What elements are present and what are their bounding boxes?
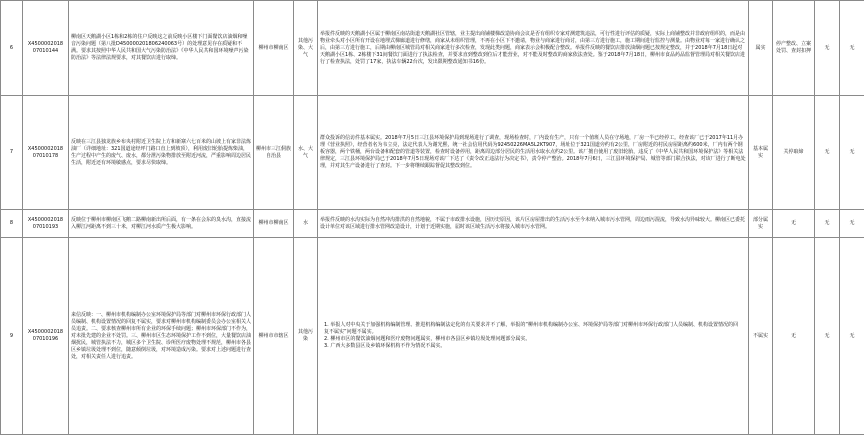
row-index: 6 — [1, 1, 23, 96]
table-row — [1, 238, 864, 435]
investigation-detail: 举报件反映的水沟实际为自然冲沟排洪的自然地貌，不属于市政排水设施，因历史原因，该片区房屋排出的生活污水至今未纳入城市污水管网，周边雨污混流，导致水沟异味较大。柳南区已委托设计单位对该区域进行排水管网改造设计，计划于近期实施，届时该区域生活污水将接入城市污水管网。 — [318, 210, 749, 238]
handling-action: 关停取缔 — [773, 96, 815, 210]
responsible-person: 无 — [840, 210, 864, 238]
verdict: 属实 — [749, 1, 773, 96]
row-index: 7 — [1, 96, 23, 210]
verdict: 基本属实 — [749, 96, 773, 210]
pollution-type: 水、大气 — [294, 96, 318, 210]
case-code: X4500002018 07010178 — [23, 96, 69, 210]
administrative-area: 柳州市三江侗族自治县 — [254, 96, 294, 210]
table-row — [1, 1, 864, 96]
row-index: 9 — [1, 238, 23, 435]
handling-action: 停产整改、立案处罚、查封扣押 — [773, 1, 815, 96]
complaint-summary: 反映在三江县独龙族乡布央村附近卫生院上方和新寨六七百米的山坡上有家非法炼油厂（详细地址：321国道途经坪门路口直上到坡顶），利用废旧轮胎提炼柴油，生产过程中产生的废气、废水，都分泄污染物排放至附近河流，严重影响周边居民生活，附近还有环境敏感点，要求尽快取缔。 — [69, 96, 254, 210]
case-code: X4500002018 07010193 — [23, 210, 69, 238]
table-row — [1, 210, 864, 238]
verdict: 不属实 — [749, 238, 773, 435]
investigation-detail — [318, 238, 749, 435]
administrative-area: 柳州市市辖区 — [254, 238, 294, 435]
case-code: X4500002018 07010144 — [23, 1, 69, 96]
pollution-type: 水 — [294, 210, 318, 238]
sanction: 无 — [815, 238, 840, 435]
sanction: 无 — [815, 96, 840, 210]
responsible-person: 无 — [840, 238, 864, 435]
detail-list — [320, 322, 746, 350]
detail-item: 2. 柳州市区的餐饮油烟问题和医疗废物问题属实，柳州市各县区乡镇垃圾处理问题部分属实。 — [324, 336, 742, 343]
responsible-person: 无 — [840, 96, 864, 210]
detail-item: 1. 举报人对中央关于加强机构编制管理、推进机构编制法定化的有关要求并不了解，举报的“柳州市机构编制办公室、环境保护局等部门对柳州市环保行政部门人员编制、机构设置情况的回复不属实”问题不属实。 — [324, 322, 742, 336]
responsible-person: 无 — [840, 1, 864, 96]
case-code: X4500002018 07010196 — [23, 238, 69, 435]
administrative-area: 柳州市柳南区 — [254, 1, 294, 96]
investigation-detail: 群众投诉的信访件基本属实。2018年7月5日三江县环境保护局到现场进行了调查，现场检查时，厂内设有生产，只有一个值班人员在守场地，厂房一半已经停工。经查该厂已于2017年11月办理《营业执照》，经营者名为韦立亮，法定代表人为谢光熙，统一社会信用代码为92450226MA5L2KT907，场址位于321国道旁约有2公里，厂房附近的村民房屋距离约600米，厂内有两个钢板容器，两个铁桶，两台设备和配套的管道等装置，检查时设备停用，距离周边部分居民的生活用水取水点约2公里。该厂擅自使用了废旧轮胎，违反了《中华人民共和国环境保护法》等相关法律规定，三江县环境保护局已于2018年7月5日现场对该厂下达了《责令改正违法行为决定书》，责令停产整治。2018年7月6日，三江县环境保护局、城管等部门联合执法，对该厂进行了断电处理，并对其生产设备进行了查封。下一步将继续跟踪督促其整改到位。 — [318, 96, 749, 210]
pollution-type: 其他污染 — [294, 238, 318, 435]
row-index: 8 — [1, 210, 23, 238]
complaint-summary: 柳南区天鹅湖小区1栋和2栋的住户反映这之前反映小区楼下门面餐饮店油烟和噪音污染问题（第八批D450000201806240063号）的处理意见存在质疑和不满。要求其按照中华人民共和国大气污染防治法》《中华人民共和国环境噪声污染防治法》等法律法规要求，对其餐饮店进行取缔。 — [69, 1, 254, 96]
investigation-detail: 举报件反映的天鹅湖小区属于柳南区南站街道天鹅湖社区管辖，业主提出商铺楼梯改造协商会议是否有组织专家对测建筑违法，可行性进行评估的质疑，实际上商铺整改并非政府组织的，而是由物业牵头对小区所有开设在地埋式梯廊道进行修缮，商家从未组织管理，不再在小区下不邀请，物业与商家进行商讨，由第三方进行施工，施工期间进行监控与测量。由物业对每一家进行确认之后，由第三方进行施工，后期由柳南区城管局对相关商家进行多次检查，发现此类问题，商家表示会积极配合整改。举报件反映的餐饮店排放油烟问题已按规定整改，并于2018年7月18日起对天鹅湖小区1栋、2栋楼下31间餐饮门面进行了执法检查，并要求直到整改到位后才能营业，对不能及时整改的商家依法查处。鉴于2018年7月18日，柳州市食品药品监督管理局对相关餐饮店进行了检查执法，处罚了17家，执法车辆22台次，发出限期整改通知书16份。 — [318, 1, 749, 96]
sanction: 无 — [815, 210, 840, 238]
verdict: 部分属实 — [749, 210, 773, 238]
sanction: 无 — [815, 1, 840, 96]
detail-item: 3. 广西大多数县区及乡镇环保机构不作为情况不属实。 — [324, 343, 742, 350]
complaint-summary: 反映位于柳州市柳南区飞鹅二路柳南新出所后面，有一条在会东的臭水沟，直接流入柳江河距离不到三十米，对柳江河水质产生极大影响。 — [69, 210, 254, 238]
table-row — [1, 96, 864, 210]
handling-action: 无 — [773, 238, 815, 435]
administrative-area: 柳州市柳南区 — [254, 210, 294, 238]
handling-action: 无 — [773, 210, 815, 238]
pollution-type: 其他污染、大气 — [294, 1, 318, 96]
complaint-summary: 来信反映：一、柳州市机构编制办公室环境保护局等部门对柳州市环保行政部门人员编制、机构设置情况的回复不属实，要求对柳州市机构编制委员会办公室相关人员追责。二、要求核查柳州市所有企业的环保手续问题；柳州市环保部门不作为，对未批先建的企业不处罚。三、柳州市区生态环境保护工作不到位，大量餐饮店油烟扰民，城管执法不力，城区多个卫生院、诊所医疗废物处理不规范，柳州市各县区乡镇垃圾处理不到位，随意倾倒垃圾，对环境造成污染。要求对上述问题进行查处，对相关责任人进行追责。 — [69, 238, 254, 435]
